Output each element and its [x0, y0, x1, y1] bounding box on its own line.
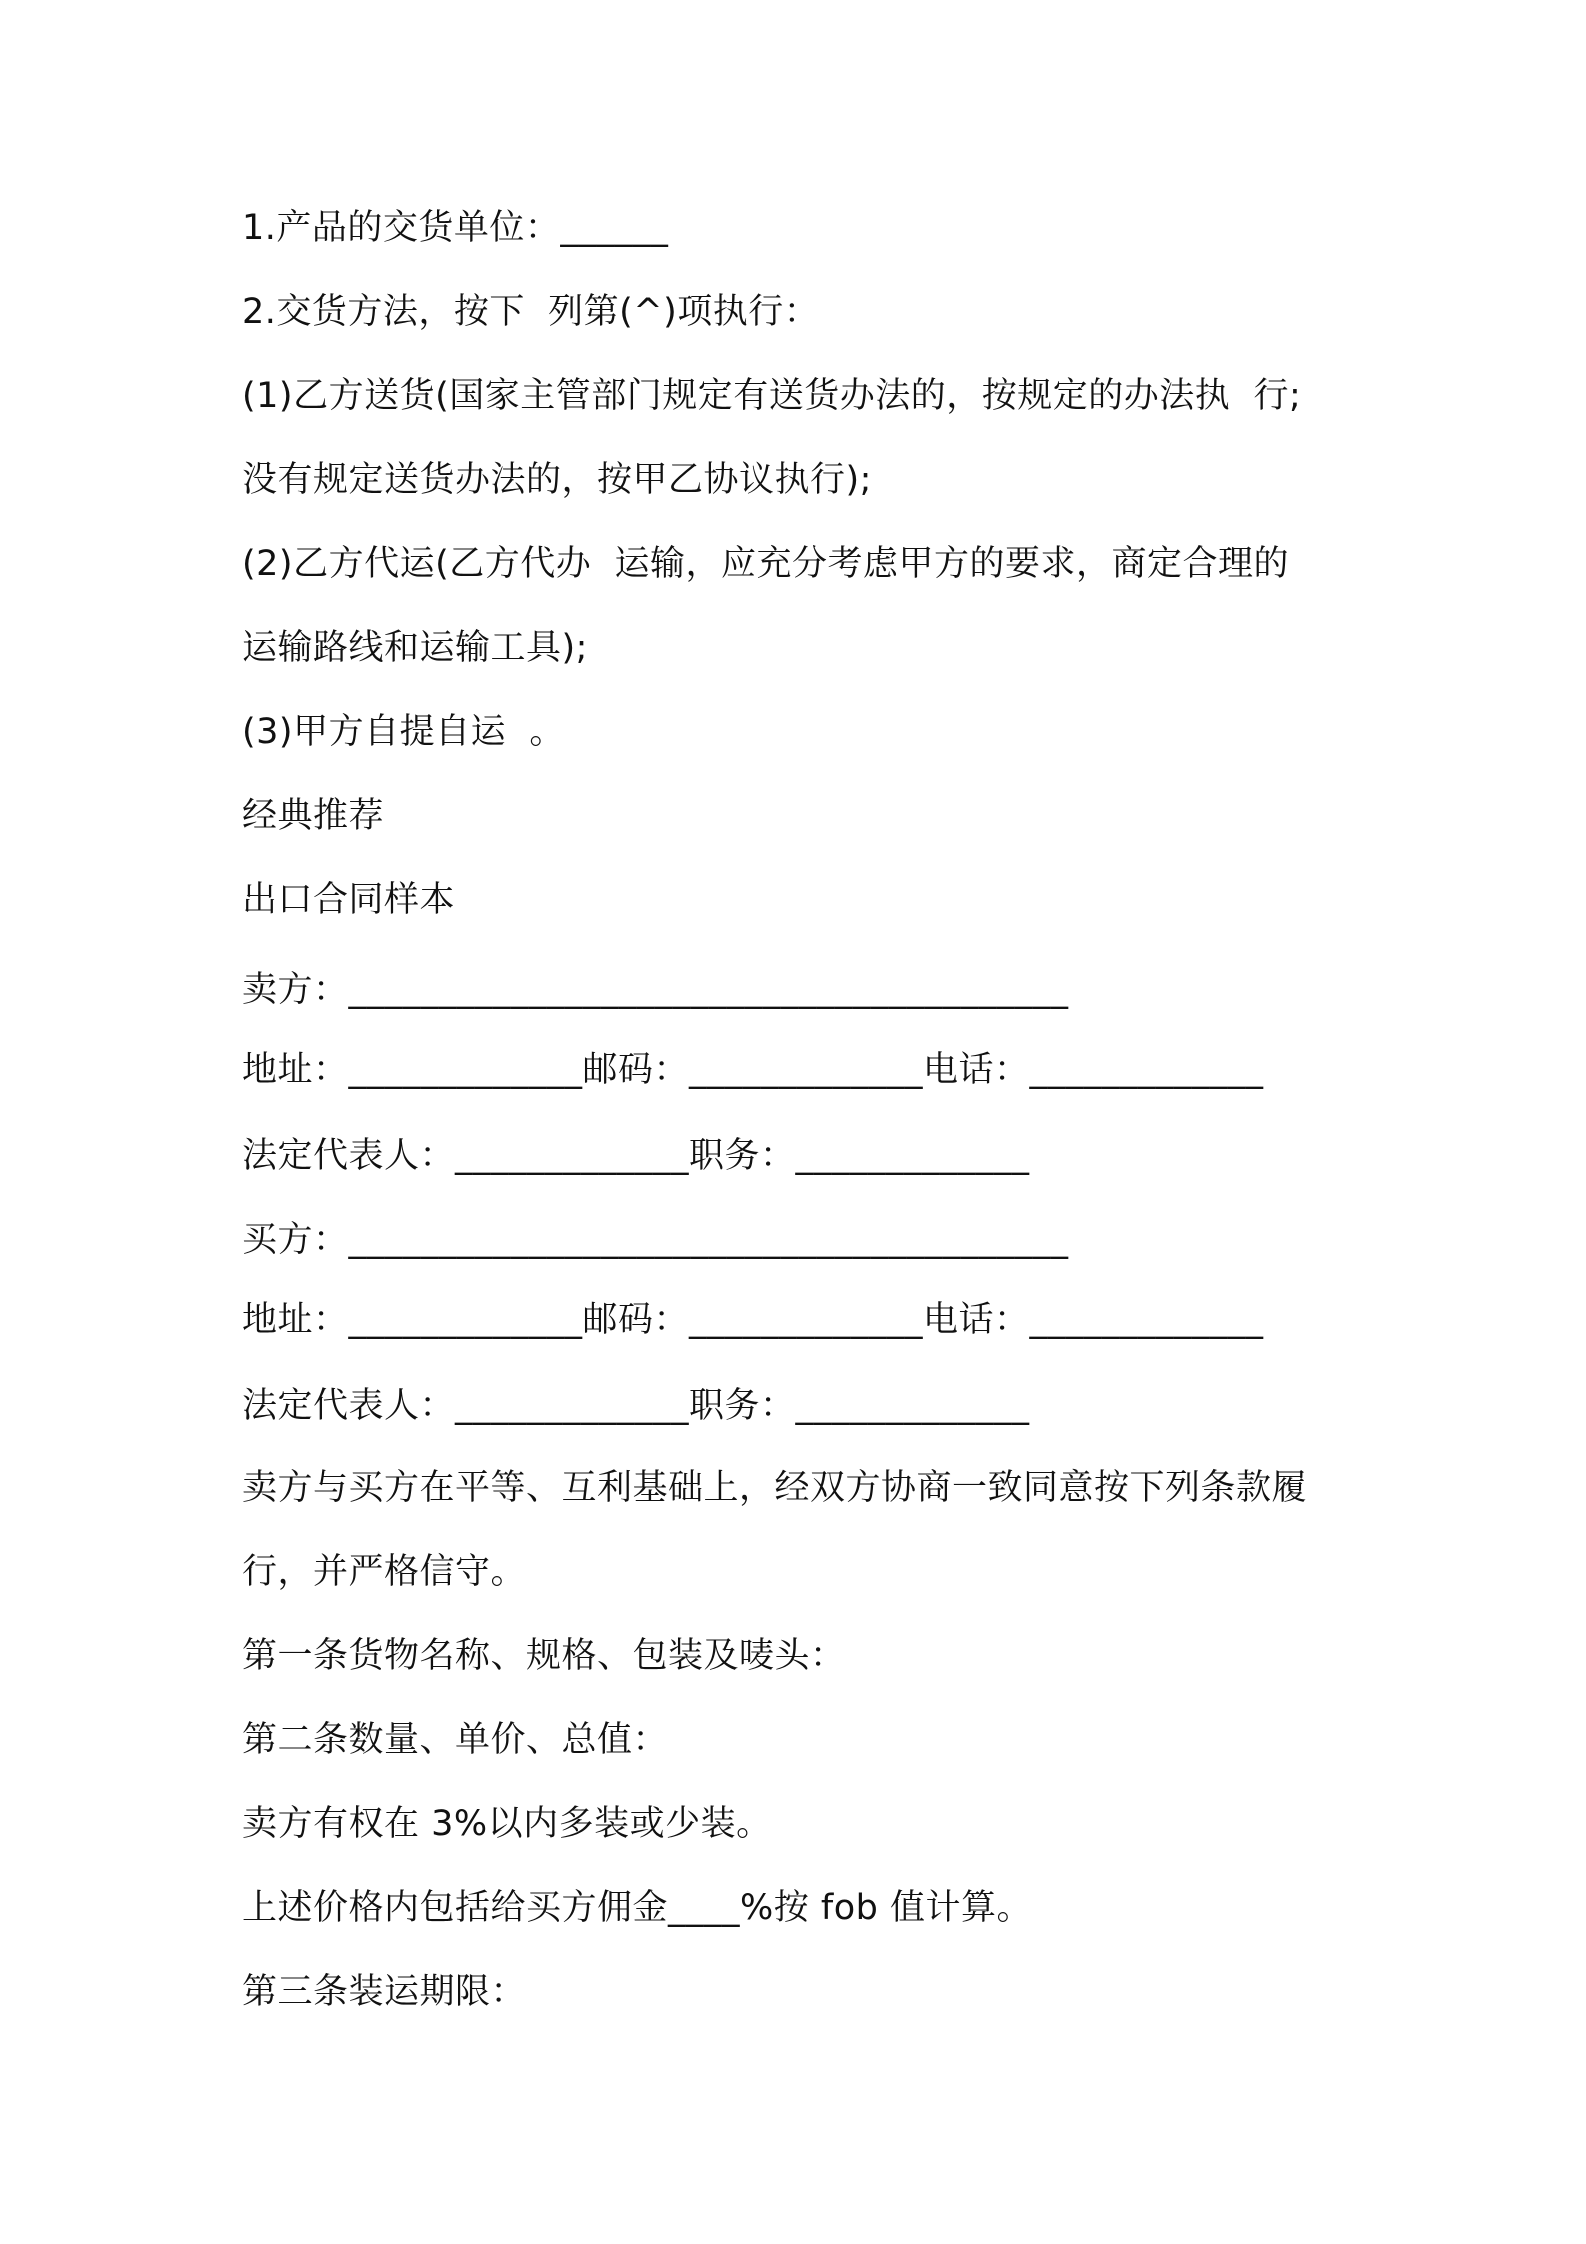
quantity-tolerance-clause: 卖方有权在 3%以内多装或少装。 — [242, 1804, 772, 1844]
delivery-unit-clause: 1.产品的交货单位：______ — [242, 208, 669, 248]
article-3-heading: 第三条装运期限： — [242, 1972, 527, 2012]
section-heading-recommended: 经典推荐 — [242, 796, 385, 836]
delivery-option-3: (3)甲方自提自运 。 — [242, 712, 565, 752]
contract-title: 出口合同样本 — [242, 880, 456, 920]
seller-address-row: 地址：_____________邮码：_____________电话：_____________ — [242, 1050, 1264, 1090]
commission-clause: 上述价格内包括给买方佣金____%按 fob 值计算。 — [242, 1888, 1032, 1928]
delivery-option-2-continued: 运输路线和运输工具); — [242, 628, 588, 668]
article-2-heading: 第二条数量、单价、总值： — [242, 1720, 669, 1760]
seller-representative-row: 法定代表人：_____________职务：_____________ — [242, 1136, 1030, 1176]
agreement-paragraph-continued: 行，并严格信守。 — [242, 1552, 527, 1592]
buyer-address-row: 地址：_____________邮码：_____________电话：_____________ — [242, 1300, 1264, 1340]
buyer-representative-row: 法定代表人：_____________职务：_____________ — [242, 1386, 1030, 1426]
agreement-paragraph: 卖方与买方在平等、互利基础上，经双方协商一致同意按下列条款履 — [242, 1468, 1308, 1508]
delivery-method-clause: 2.交货方法，按下 列第(^)项执行： — [242, 292, 820, 332]
delivery-option-1-continued: 没有规定送货办法的，按甲乙协议执行); — [242, 460, 872, 500]
delivery-option-1: (1)乙方送货(国家主管部门规定有送货办法的，按规定的办法执 行; — [242, 376, 1302, 416]
seller-field: 卖方：________________________________________ — [242, 970, 1069, 1010]
article-1-heading: 第一条货物名称、规格、包装及唛头： — [242, 1636, 846, 1676]
delivery-option-2: (2)乙方代运(乙方代办 运输，应充分考虑甲方的要求，商定合理的 — [242, 544, 1289, 584]
buyer-field: 买方：________________________________________ — [242, 1220, 1069, 1260]
